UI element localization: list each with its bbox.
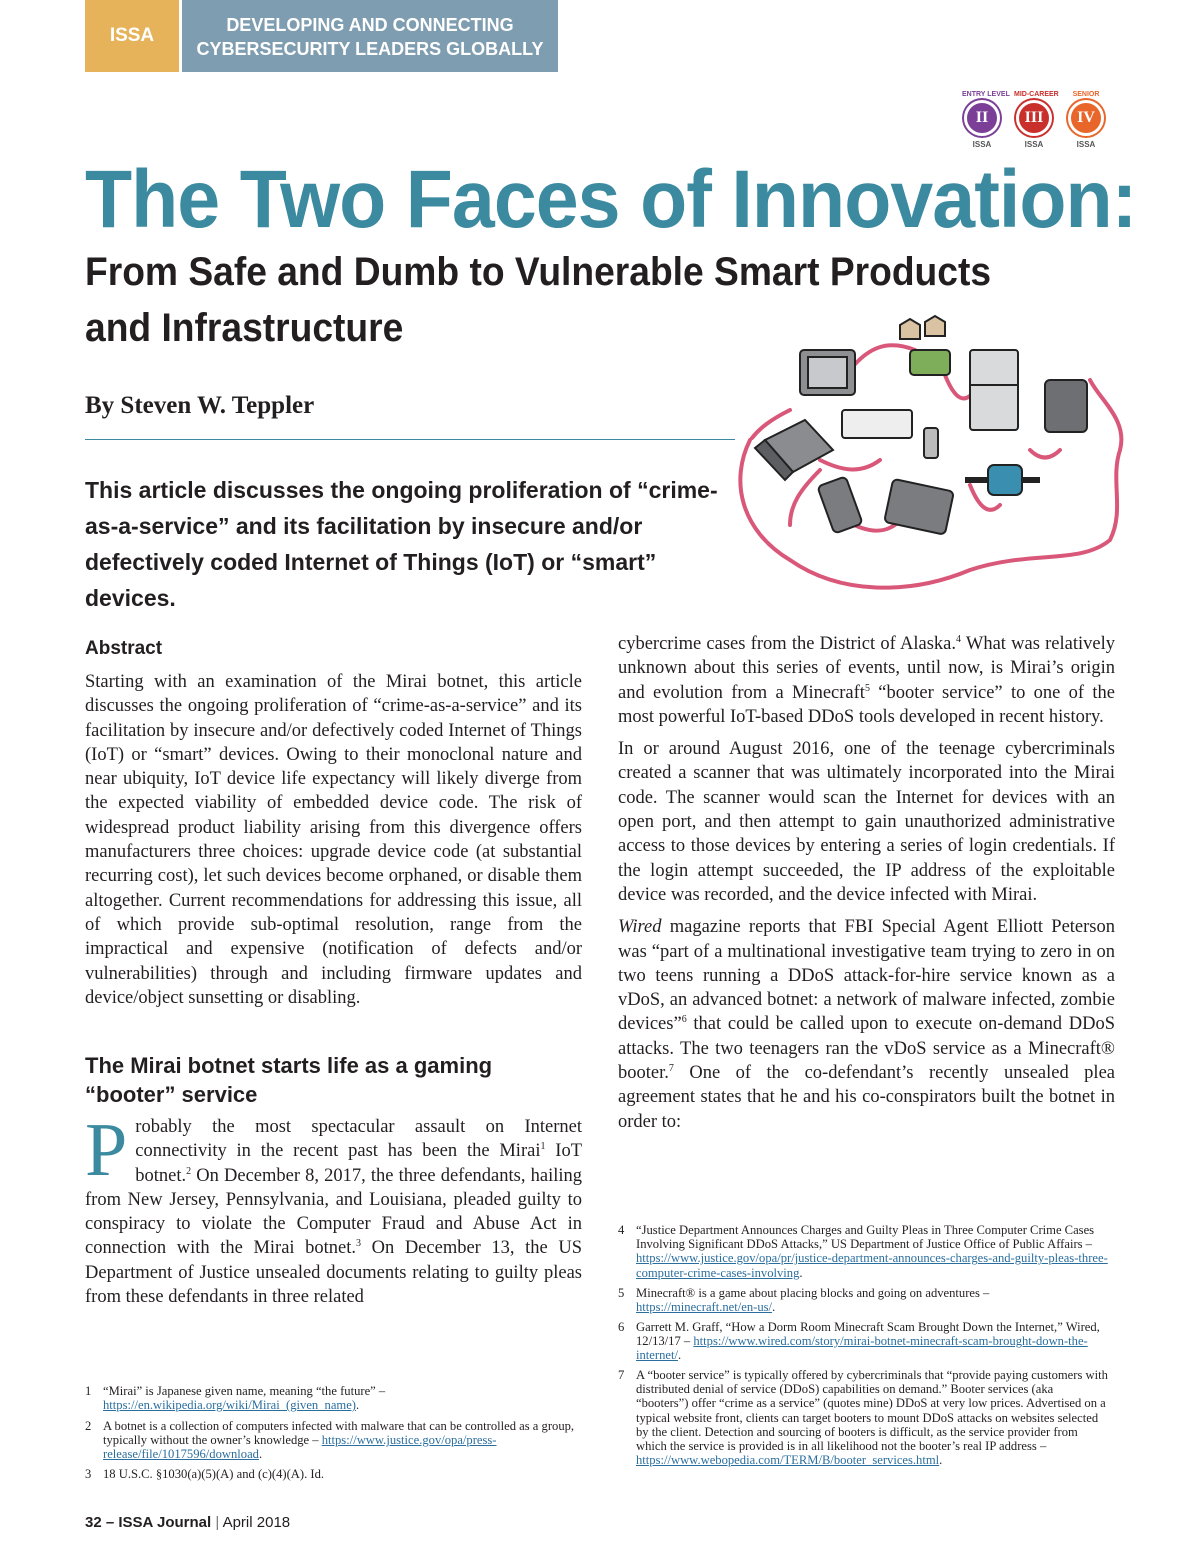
footnote-ref-5[interactable]: 5: [864, 682, 870, 694]
badge-org: ISSA: [1076, 140, 1096, 149]
footnote-number: 7: [618, 1368, 625, 1382]
footnote-ref-7[interactable]: 7: [668, 1062, 674, 1074]
footnote-ref-4[interactable]: 4: [955, 633, 961, 645]
footnote-punct: .: [356, 1398, 360, 1413]
footnote-ref-6[interactable]: 6: [681, 1014, 687, 1026]
refrigerator-icon: [970, 350, 1018, 430]
footnote-number: 4: [618, 1223, 625, 1237]
body-text: “booter service” to one of the most powerful IoT-based DDoS tools developed in recent history.: [618, 682, 1115, 727]
badge-arc-label: MID-CAREER: [1014, 91, 1059, 98]
page-number: 32: [85, 1514, 102, 1531]
issa-logo-block: [85, 0, 179, 72]
badge-entry-level: [962, 90, 1010, 149]
footnote-text: Garrett M. Graff, “How a Dorm Room Minecraft Scam Brought Down the Internet,” Wired, 12/13/17 –: [636, 1320, 1100, 1349]
article-title: The Two Faces of Innovation:: [85, 154, 1137, 245]
footnote-text: “Mirai” is Japanese given name, meaning “the future” –: [103, 1384, 386, 1398]
footnote-link[interactable]: https://minecraft.net/en-us/: [636, 1300, 773, 1315]
footnote-1: [85, 1384, 575, 1412]
footnote-ref-3[interactable]: 3: [356, 1238, 362, 1250]
publication-name: Wired: [618, 917, 662, 938]
footnote-6: [618, 1320, 1108, 1363]
badge-mid-career: [1014, 90, 1059, 149]
footnote-4: [618, 1223, 1108, 1280]
coffee-maker-icon: [1045, 380, 1087, 432]
footnote-3: [85, 1467, 575, 1481]
abstract-paragraph: Starting with an examination of the Mirai botnet, this article discusses the ongoing proliferation of “crime-as-a-service” and its facilitation by insecure and/or defectively coded Internet of Things (IoT) or “smart” devices. Owing to their monoclonal nature and near ubiquity, IoT device life expectancy will likely diverge from the expected viability of embedded device code. The risk of widespread product liability arising from this divergence offers manufacturers three choices: upgrade device code (at substantial recurring cost), let such devices become orphaned, or disable them altogether. Current recommendations for addressing this issue, all of which provide sub-optimal resolution, range from the impractical and expensive (notification of defects and/or vulnerabilities) through and including firmware updates and device/object sunsetting or disabling.: [85, 672, 582, 1008]
tagline-line-2: CYBERSECURITY LEADERS GLOBALLY: [196, 39, 544, 59]
footnote-7: [618, 1368, 1108, 1467]
badge-numeral: II: [975, 109, 989, 126]
badge-org: ISSA: [1024, 140, 1044, 149]
title-rule: [85, 439, 735, 440]
abstract-text-column: [85, 670, 582, 1018]
badge-seal-icon: [1068, 100, 1104, 136]
tagline-banner: [182, 0, 558, 72]
body-text: What was relatively unknown about this series of events, until now, is Mirai’s origin and evolution from a Minecraft: [618, 634, 1115, 703]
body-text: magazine reports that FBI Special Agent Elliott Peterson was “part of a multinational investigative team trying to zero in on two teens running a DDoS attack-for-hire service known as a vDoS, an advanced botnet: a network of malware infected, zombie devices”: [618, 917, 1115, 1035]
badge-org: ISSA: [972, 140, 992, 149]
footnote-text: Minecraft® is a game about placing blocks and going on adventures –: [636, 1286, 990, 1300]
right-paragraph-1: [618, 632, 1115, 729]
footnote-2: [85, 1419, 575, 1462]
right-paragraph-2: In or around August 2016, one of the teenage cybercriminals created a scanner that was ultimately incorporated into the Mirai code. The scanner would scan the Internet for devices with an open port, and then attempt to gain unauthorized administrative access to those devices by entering a series of login credentials. If the login attempt succeeded, the IP address of the exploitable device was recorded, and the device infected with Mirai.: [618, 739, 1115, 905]
footnote-punct: .: [939, 1453, 943, 1468]
badge-seal-icon: [964, 100, 1000, 136]
footnote-link[interactable]: https://www.justice.gov/opa/pr/justice-department-announces-charges-and-guilty-pleas-three-computer-crime-cases-involving: [636, 1251, 1108, 1280]
issue-date: April 2018: [222, 1514, 291, 1531]
article-subtitle: From Safe and Dumb to Vulnerable Smart Products and Infrastructure: [85, 250, 992, 350]
body-text: that could be called upon to execute on-demand DDoS attacks. The two teenagers ran the vDoS service as a Minecraft® booter.: [618, 1014, 1115, 1084]
page-footer: [85, 1514, 290, 1531]
body-text: One of the co-defendant’s recently unsealed plea agreement states that he and his co-conspirators built the botnet in order to:: [618, 1063, 1115, 1132]
footnote-link[interactable]: https://www.justice.gov/opa/press-release/file/1017596/download: [103, 1433, 497, 1462]
right-paragraph-3: [618, 915, 1115, 1134]
body-text: On December 13, the US Department of Justice unsealed documents relating to guilty pleas from these defendants in three related: [85, 1238, 582, 1308]
footnote-text: A “booter service” is typically offered by cybercriminals that “provide paying customers with distributed denial of service (DDoS) capabilities on demand.” Booter services (aka “booters”) offer “crime as a service” (quotes mine) DDoS at very low prices. Advertised on a typical website front, clients can target booters to mount DDoS attacks on websites selected by the client. Detection and sourcing of booters is difficult, as the service provider from which the service is provided is in all likelihood not the booter’s real IP address –: [636, 1368, 1108, 1454]
footnote-text: “Justice Department Announces Charges and Guilty Pleas in Three Computer Crime Cases Involving Significant DDoS Attacks,” US Department of Justice Office of Public Affairs –: [636, 1223, 1095, 1252]
badge-arc-label: SENIOR: [1072, 91, 1100, 98]
smartwatch-icon: [988, 465, 1022, 495]
toaster-icon: [910, 350, 950, 375]
journal-name: – ISSA Journal: [101, 1514, 212, 1531]
footnote-ref-1[interactable]: 1: [540, 1141, 546, 1153]
org-name: ISSA: [109, 25, 155, 46]
intro-paragraph: [85, 1108, 582, 1309]
right-text-column: [618, 632, 1115, 1142]
drop-cap: P: [85, 1108, 128, 1192]
footnote-link[interactable]: https://www.webopedia.com/TERM/B/booter_services.html: [636, 1453, 940, 1468]
footnote-punct: .: [258, 1447, 263, 1462]
footnote-number: 6: [618, 1320, 625, 1334]
footnote-punct: .: [799, 1265, 803, 1280]
footnote-text: 18 U.S.C. §1030(a)(5)(A) and (c)(4)(A). Id.: [103, 1467, 325, 1481]
footnote-text: A botnet is a collection of computers infected with malware that can be controlled as a group, typically without the owner’s knowledge –: [103, 1419, 575, 1448]
body-text: On December 8, 2017, the three defendants, hailing from New Jersey, Pennsylvania, and Louisiana, pleaded guilty to conspiracy to violate the Computer Fraud and Abuse Act in connection with the Mirai botnet.: [85, 1165, 582, 1259]
iot-devices-illustration: [730, 310, 1130, 600]
badge-seal-icon: [1016, 100, 1052, 136]
footnote-number: 1: [85, 1384, 92, 1398]
body-text: robably the most spectacular assault on Internet connectivity in the recent past has been the Mirai: [135, 1117, 582, 1162]
sensor-icon: [924, 428, 938, 458]
smartphone-icon: [817, 476, 862, 533]
tagline-line-1: DEVELOPING AND CONNECTING: [226, 15, 514, 35]
footnote-punct: .: [677, 1348, 682, 1363]
body-text: cybercrime cases from the District of Alaska.: [618, 634, 956, 654]
body-text: IoT botnet.: [135, 1141, 582, 1186]
router-icon: [842, 410, 912, 438]
badge-numeral: IV: [1077, 109, 1095, 126]
badge-arc-label: ENTRY LEVEL: [962, 91, 1010, 98]
footnote-number: 2: [85, 1419, 92, 1433]
footnote-punct: .: [772, 1300, 776, 1315]
abstract-heading: Abstract: [85, 638, 163, 659]
badge-senior: [1066, 90, 1106, 149]
badge-numeral: III: [1024, 109, 1044, 126]
footnote-number: 3: [85, 1467, 92, 1481]
footer-separator: |: [211, 1514, 223, 1531]
section-heading: The Mirai botnet starts life as a gaming “booter” service: [85, 1053, 493, 1107]
footnote-number: 5: [618, 1286, 625, 1300]
byline: By Steven W. Teppler: [85, 392, 315, 419]
footnote-link[interactable]: https://www.wired.com/story/mirai-botnet-minecraft-scam-brought-down-the-internet/: [636, 1334, 1088, 1363]
footnote-5: [618, 1286, 1108, 1314]
footnote-link[interactable]: https://en.wikipedia.org/wiki/Mirai_(given_name): [103, 1398, 356, 1413]
article-deck: This article discusses the ongoing proliferation of “crime-as-a-service” and its facilitation by insecure and/or defectively coded Internet of Things (IoT) or “smart” devices.: [85, 477, 718, 611]
toast-icon: [900, 319, 920, 339]
footnote-ref-2[interactable]: 2: [186, 1165, 192, 1177]
